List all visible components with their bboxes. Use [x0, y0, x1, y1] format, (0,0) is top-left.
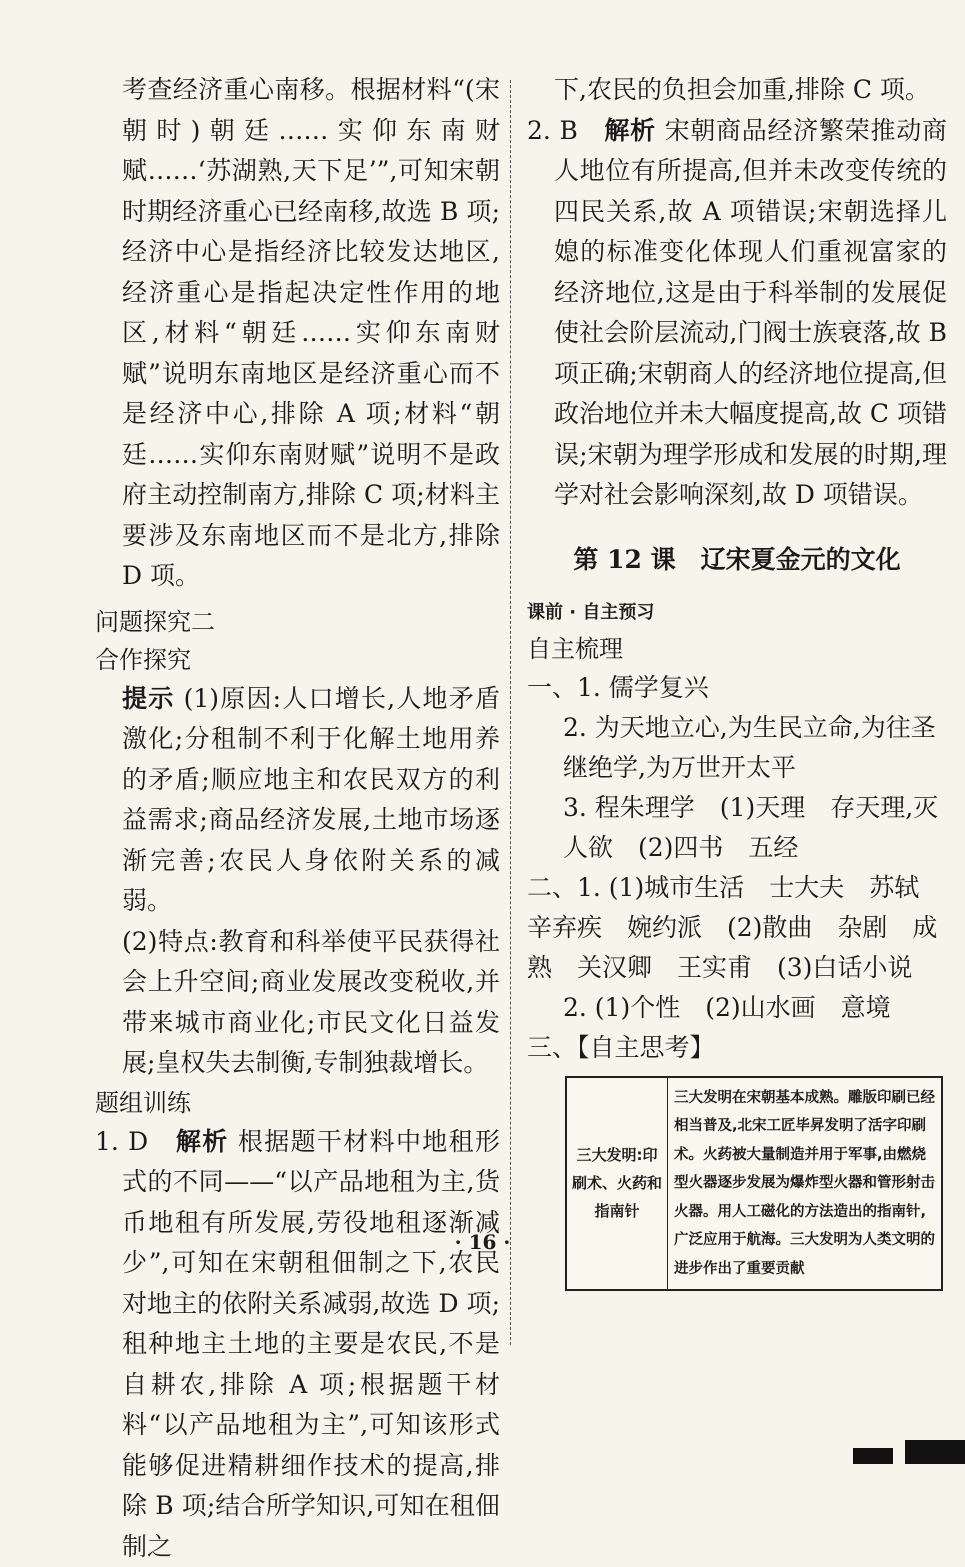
heading-group-training: 题组训练 — [95, 1084, 500, 1122]
column-divider — [510, 80, 511, 1345]
heading-self-review: 自主梳理 — [527, 630, 947, 668]
heading-question-inquiry: 问题探究二 — [95, 603, 500, 641]
hint-paragraph-2: (2)特点:教育和科举使平民获得社会上升空间;商业发展改变税收,并带来城市商业化;市民文化日益发展;皇权失去制衡,专制独裁增长。 — [95, 922, 500, 1084]
hint-text-1: (1)原因:人口增长,人地矛盾激化;分租制不利于化解土地用养的矛盾;顺应地主和农民双方的利益需求;商品经济发展,土地市场逐渐完善;农民人身依附关系的减弱。 — [122, 684, 500, 916]
preview-section-label: 课前 · 自主预习 — [527, 598, 947, 624]
outline-item-2: 2. 为天地立心,为生民立命,为往圣继绝学,为万世开太平 — [527, 708, 947, 788]
right-column — [527, 70, 947, 1291]
question-1-answer — [95, 1122, 500, 1567]
scan-artifact — [853, 1448, 893, 1464]
inventions-table-label: 三大发明:印刷术、火药和指南针 — [567, 1078, 668, 1290]
lesson-title: 第 12 课 辽宋夏金元的文化 — [527, 540, 947, 576]
question-1-label: 解析 — [176, 1127, 229, 1156]
question-2-number: 2. B — [527, 116, 578, 145]
hint-label: 提示 — [122, 684, 174, 713]
heading-cooperative-inquiry: 合作探究 — [95, 641, 500, 679]
question-1-number: 1. D — [95, 1127, 148, 1156]
question-2-label: 解析 — [604, 116, 655, 145]
continued-text: 下,农民的负担会加重,排除 C 项。 — [527, 70, 947, 111]
outline-item-4: 二、1. (1)城市生活 士大夫 苏轼 辛弃疾 婉约派 (2)散曲 杂剧 成熟 关汉卿 王实甫 (3)白话小说 — [527, 868, 947, 988]
inventions-table — [565, 1076, 943, 1292]
inventions-table-content: 三大发明在宋朝基本成熟。雕版印刷已经相当普及,北宋工匠毕昇发明了活字印刷术。火药被大量制造并用于军事,由燃烧型火器逐步发展为爆炸型火器和管形射击火器。用人工磁化的方法造出的指南针,广泛应用于航海。三大发明为人类文明的进步作出了重要贡献 — [668, 1078, 941, 1290]
hint-paragraph-1 — [95, 679, 500, 922]
question-2-answer — [527, 111, 947, 516]
question-1-text: 根据题干材料中地租形式的不同——“以产品地租为主,货币地租有所发展,劳役地租逐渐减少”,可知在宋朝租佃制之下,农民对地主的依附关系减弱,故选 D 项;租种地主土地的主要是农民,不是自耕农,排除 A 项;根据题干材料“以产品地租为主”,可知该形式能够促进精耕细作技术的提高,排除 B 项;结合所学知识,可知在租佃制之 — [122, 1127, 500, 1561]
outline-item-6: 三、【自主思考】 — [527, 1028, 947, 1068]
explanation-paragraph: 考查经济重心南移。根据材料“(宋朝时)朝廷……实仰东南财赋……‘苏湖熟,天下足’”,可知宋朝时期经济重心已经南移,故选 B 项;经济中心是指经济比较发达地区,经济重心是指起决定性作用的地区,材料“朝廷……实仰东南财赋”说明东南地区是经济重心而不是经济中心,排除 A 项;材料“朝廷……实仰东南财赋”说明不是政府主动控制南方,排除 C 项;材料主要涉及东南地区而不是北方,排除 D 项。 — [95, 70, 500, 597]
outline-item-3: 3. 程朱理学 (1)天理 存天理,灭人欲 (2)四书 五经 — [527, 788, 947, 868]
page-number: · 16 · — [0, 1230, 965, 1254]
outline-item-5: 2. (1)个性 (2)山水画 意境 — [527, 988, 947, 1028]
left-column — [95, 70, 500, 1567]
question-2-text: 宋朝商品经济繁荣推动商人地位有所提高,但并未改变传统的四民关系,故 A 项错误;宋朝选择儿媳的标准变化体现人们重视富家的经济地位,这是由于科举制的发展促使社会阶层流动,门阀士族衰落,故 B 项正确;宋朝商人的经济地位提高,但政治地位并未大幅度提高,故 C 项错误;宋朝为理学形成和发展的时期,理学对社会影响深刻,故 D 项错误。 — [554, 116, 947, 510]
scan-artifact — [905, 1440, 965, 1464]
outline-item-1: 一、1. 儒学复兴 — [527, 668, 947, 708]
